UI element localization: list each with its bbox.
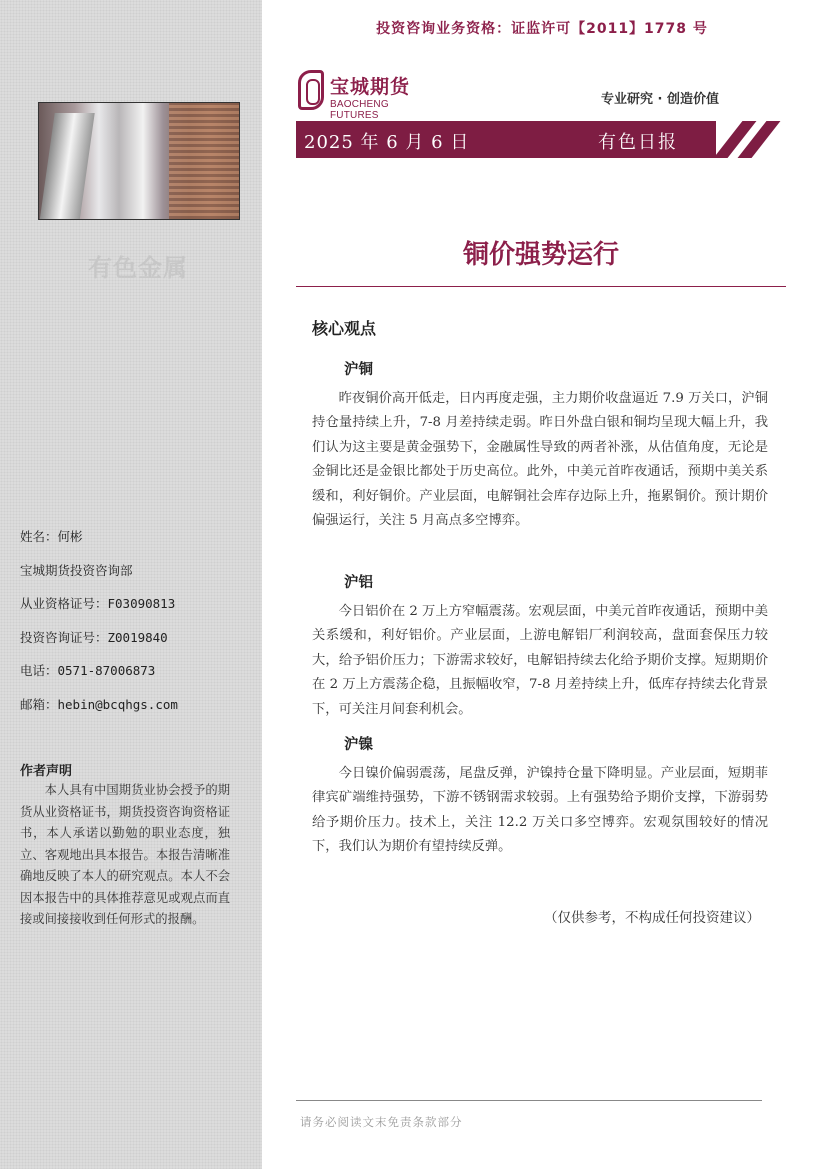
author-consult-license: 投资咨询证号：Z0019840 bbox=[20, 629, 168, 645]
report-type: 有色日报 bbox=[598, 132, 678, 153]
report-title: 铜价强势运行 bbox=[462, 240, 619, 270]
logo-mark-icon bbox=[298, 70, 324, 110]
footer-divider bbox=[296, 1100, 762, 1101]
declaration-title: 作者声明 bbox=[20, 764, 73, 779]
report-date: 2025 年 6 月 6 日 bbox=[304, 132, 470, 153]
section-title-nickel: 沪镍 bbox=[344, 737, 373, 753]
core-heading: 核心观点 bbox=[312, 319, 377, 338]
sidebar bbox=[0, 0, 262, 1169]
logo-en-text: BAOCHENG FUTURES bbox=[330, 99, 389, 121]
company-logo bbox=[298, 70, 438, 121]
section-title-copper: 沪铜 bbox=[344, 362, 373, 378]
disclaimer: （仅供参考，不构成任何投资建议） bbox=[544, 910, 760, 926]
author-name: 姓名：何彬 bbox=[20, 529, 83, 544]
logo-cn-text: 宝城期货 bbox=[330, 76, 411, 98]
cover-image bbox=[38, 102, 240, 220]
author-email: 邮箱：hebin@bcqhgs.com bbox=[20, 696, 178, 712]
author-department: 宝城期货投资咨询部 bbox=[20, 562, 133, 578]
section-text-aluminum: 今日铝价在 2 万上方窄幅震荡。宏观层面，中美元首昨夜通话，预期中美关系缓和，利好铝价。产业层面，上游电解铝厂利润较高，盘面套保压力较大，给予铝价压力；下游需求较好，电解铝持续去化给予期价支撑。短期期价在 2 万上方震荡企稳，且振幅收窄，7-8 月差持续上升，低库存持续去化背景下，可关注月间套利机会。 bbox=[312, 604, 768, 717]
section-title-aluminum: 沪铝 bbox=[344, 575, 373, 591]
author-qualification: 从业资格证号：F03090813 bbox=[20, 596, 176, 611]
license-line: 投资咨询业务资格：证监许可【2011】1778 号 bbox=[376, 21, 708, 37]
declaration-body: 本人具有中国期货业协会授予的期货从业资格证书，期货投资咨询资格证书，本人承诺以勤勉的职业态度，独立、客观地出具本报告。本报告清晰准确地反映了本人的研究观点。本人不会因本报告中的具体推荐意见或观点而直接或间接接收到任何形式的报酬。 bbox=[20, 783, 230, 926]
sector-label: 有色金属 bbox=[88, 254, 188, 282]
slogan: 专业研究 · 创造价值 bbox=[601, 92, 719, 107]
section-text-copper: 昨夜铜价高开低走，日内再度走强，主力期价收盘逼近 7.9 万关口，沪铜持仓量持续上升，7-8 月差持续走弱。昨日外盘白银和铜均呈现大幅上升，我们认为这主要是黄金强势下，金融属性导致的两者补涨，从估值角度，无论是金铜比还是金银比都处于历史高位。此外，中美元首昨夜通话，预期中美关系缓和，利好铜价。产业层面，电解铜社会库存边际上升，拖累铜价。预计期价偏强运行，关注 5 月高点多空博弈。 bbox=[312, 391, 768, 529]
section-text-nickel: 今日镍价偏弱震荡，尾盘反弹，沪镍持仓量下降明显。产业层面，短期菲律宾矿端维持强势，下游不锈钢需求较弱。上有强势给予期价支撑，下游弱势给予期价压力。技术上，关注 12.2 万关口多空博弈。宏观氛围较好的情况下，我们认为期价有望持续反弹。 bbox=[312, 766, 768, 855]
author-phone: 电话：0571-87006873 bbox=[20, 663, 156, 678]
date-banner bbox=[296, 121, 716, 158]
footer-note: 请务必阅读文末免责条款部分 bbox=[300, 1115, 463, 1129]
author-info bbox=[20, 520, 250, 721]
title-divider bbox=[296, 286, 786, 287]
